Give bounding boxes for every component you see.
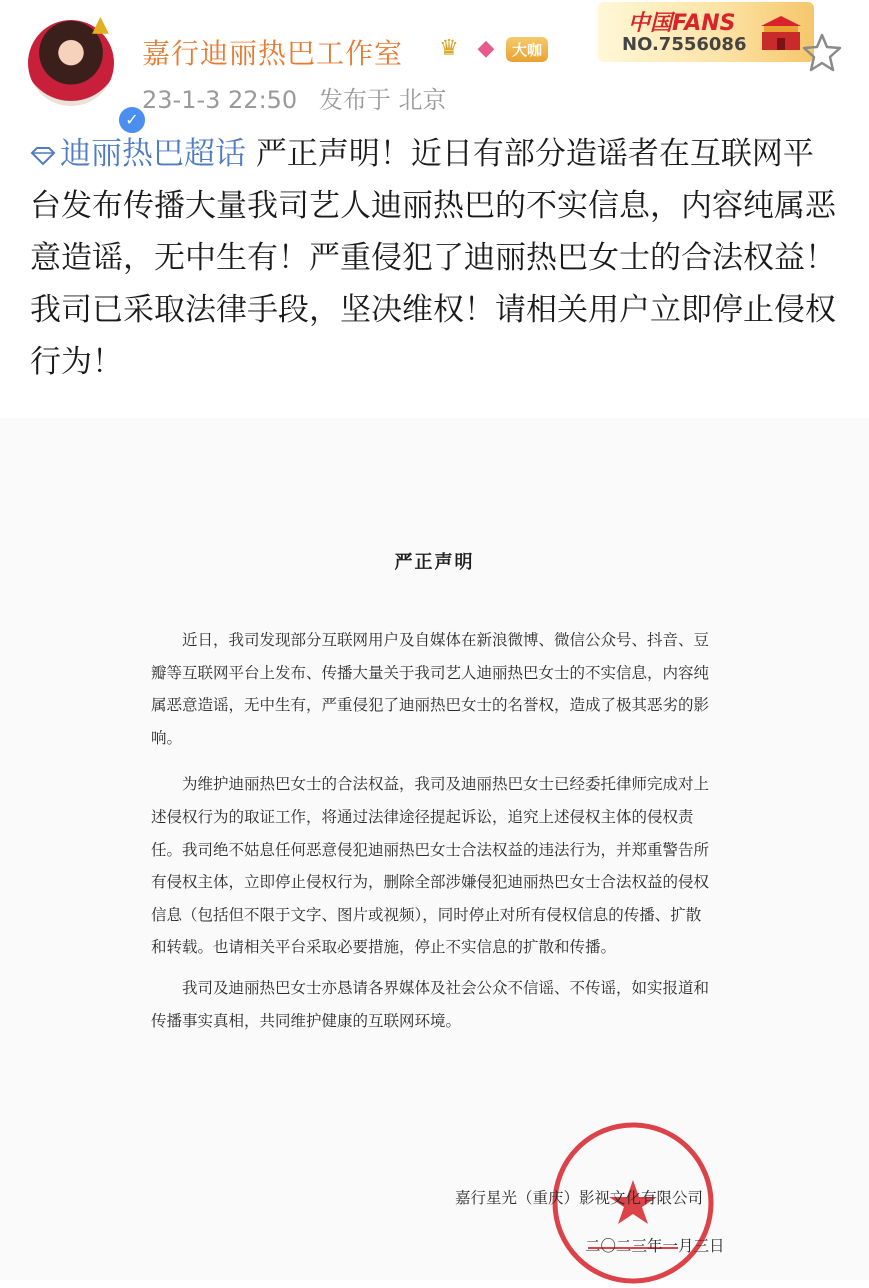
doc-signature: 嘉行星光（重庆）影视文化有限公司 — [455, 1189, 704, 1207]
post-body — [30, 128, 840, 388]
gem-badge-icon[interactable]: ◆ — [477, 36, 495, 61]
crown-badge-icon[interactable]: ♛ — [439, 36, 459, 61]
account-name[interactable]: 嘉行迪丽热巴工作室 — [142, 37, 404, 70]
topic-label: 迪丽热巴超话 — [60, 136, 246, 172]
post-header — [0, 0, 869, 129]
fans-number: NO.7556086 — [622, 34, 747, 55]
doc-paragraph: 近日，我司发现部分互联网用户及自媒体在新浪微博、微信公众号、抖音、豆瓣等互联网平台上发布、传播大量关于我司艺人迪丽热巴女士的不实信息，内容纯属恶意造谣，无中生有，严重侵犯了迪丽热巴女士的名誉权，造成了极其恶劣的影响。 — [151, 631, 710, 747]
topic-diamond-icon — [30, 146, 56, 166]
post-location: 发布于 北京 — [318, 86, 447, 114]
star-icon[interactable] — [800, 30, 844, 74]
avatar[interactable] — [28, 12, 139, 129]
doc-paragraph: 我司及迪丽热巴女士亦恳请各界媒体及社会公众不信谣、不传谣，如实报道和传播事实真相，共同维护健康的互联网环境。 — [151, 978, 710, 1030]
doc-body — [151, 624, 716, 1045]
post-meta — [142, 80, 460, 115]
doc-title: 严正声明 — [394, 552, 475, 573]
post-paragraph-2: 我司已采取法律手段，坚决维权！请相关用户立即停止侵权行为！ — [30, 292, 836, 380]
post-timestamp: 23-1-3 22:50 — [142, 86, 298, 114]
verified-icon: ✓ — [116, 104, 148, 136]
gate-icon — [756, 12, 806, 52]
post-paragraph-1 — [30, 128, 840, 284]
post-text-1: 严正声明！近日有部分造谣者在互联网平台发布传播大量我司艺人迪丽热巴的不实信息，内容纯属恶意造谣，无中生有！严重侵犯了迪丽热巴女士的合法权益！ — [30, 136, 836, 276]
statement-image[interactable] — [0, 418, 869, 1280]
topic-link[interactable] — [30, 136, 246, 172]
party-hat-icon: ▲ — [92, 12, 109, 37]
fans-card[interactable] — [598, 2, 814, 62]
doc-date: 二〇二三年一月三日 — [585, 1237, 725, 1255]
vip-badge[interactable]: 大咖 — [506, 37, 548, 62]
badge-group — [432, 36, 548, 62]
fans-logo: 中国FANS — [628, 11, 736, 36]
doc-paragraph: 为维护迪丽热巴女士的合法权益，我司及迪丽热巴女士已经委托律师完成对上述侵权行为的取证工作，将通过法律途径提起诉讼，追究上述侵权主体的侵权责任。我司绝不姑息任何恶意侵犯迪丽热巴女士合法权益的违法行为，并郑重警告所有侵权主体，立即停止侵权行为，删除全部涉嫌侵犯迪丽热巴女士合法权益的侵权信息（包括但不限于文字、图片或视频），同时停止对所有侵权信息的传播、扩散和转载。也请相关平台采取必要措施，停止不实信息的扩散和传播。 — [151, 775, 710, 957]
